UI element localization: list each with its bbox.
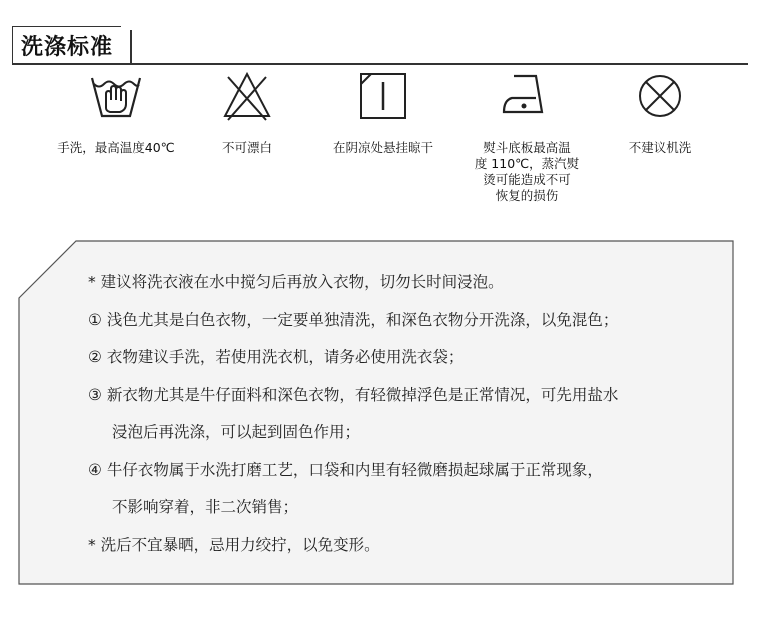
care-caption: 不可漂白	[221, 140, 272, 155]
note-line: 不影响穿着，非二次销售；	[112, 498, 299, 516]
note-line: 浸泡后再洗涤，可以起到固色作用；	[112, 423, 361, 441]
care-item-no-machine-wash	[590, 68, 730, 156]
care-caption: 不建议机洗	[628, 140, 692, 155]
note-line: * 洗后不宜暴晒，忌用力绞拧，以免变形。	[88, 535, 380, 554]
note-line: ② 衣物建议手洗，若使用洗衣机，请务必使用洗衣袋；	[88, 348, 464, 366]
iron-110-icon	[498, 68, 556, 124]
header-rule	[12, 63, 748, 65]
care-item-dry-shade	[313, 68, 453, 156]
hand-wash-40-icon	[84, 68, 148, 124]
section-header	[12, 26, 748, 66]
do-not-machine-wash-icon	[632, 68, 688, 124]
care-item-hand-wash	[46, 68, 186, 156]
line-dry-in-shade-icon	[355, 68, 411, 124]
care-icons-row	[0, 68, 759, 208]
do-not-bleach-icon	[219, 68, 275, 124]
title-divider	[130, 30, 132, 63]
care-item-iron	[457, 68, 597, 204]
care-caption: 熨斗底板最高温 度 110℃，蒸汽熨 烫可能造成不可 恢复的损伤	[474, 140, 580, 203]
section-title: 洗涤标准	[12, 26, 121, 63]
care-notes-panel	[18, 240, 734, 585]
note-line: * 建议将洗衣液在水中搅匀后再放入衣物，切勿长时间浸泡。	[88, 273, 504, 291]
note-line: ① 浅色尤其是白色衣物，一定要单独清洗，和深色衣物分开洗涤，以免混色；	[88, 310, 619, 329]
care-item-no-bleach	[177, 68, 317, 156]
care-caption: 手洗，最高温度40℃	[57, 140, 175, 155]
note-line: ③ 新衣物尤其是牛仔面料和深色衣物，有轻微掉浮色是正常情况，可先用盐水	[88, 385, 619, 404]
care-notes-list	[88, 270, 728, 570]
care-caption: 在阴凉处悬挂晾干	[332, 140, 433, 155]
note-line: ④ 牛仔衣物属于水洗打磨工艺，口袋和内里有轻微磨损起球属于正常现象，	[88, 460, 603, 479]
